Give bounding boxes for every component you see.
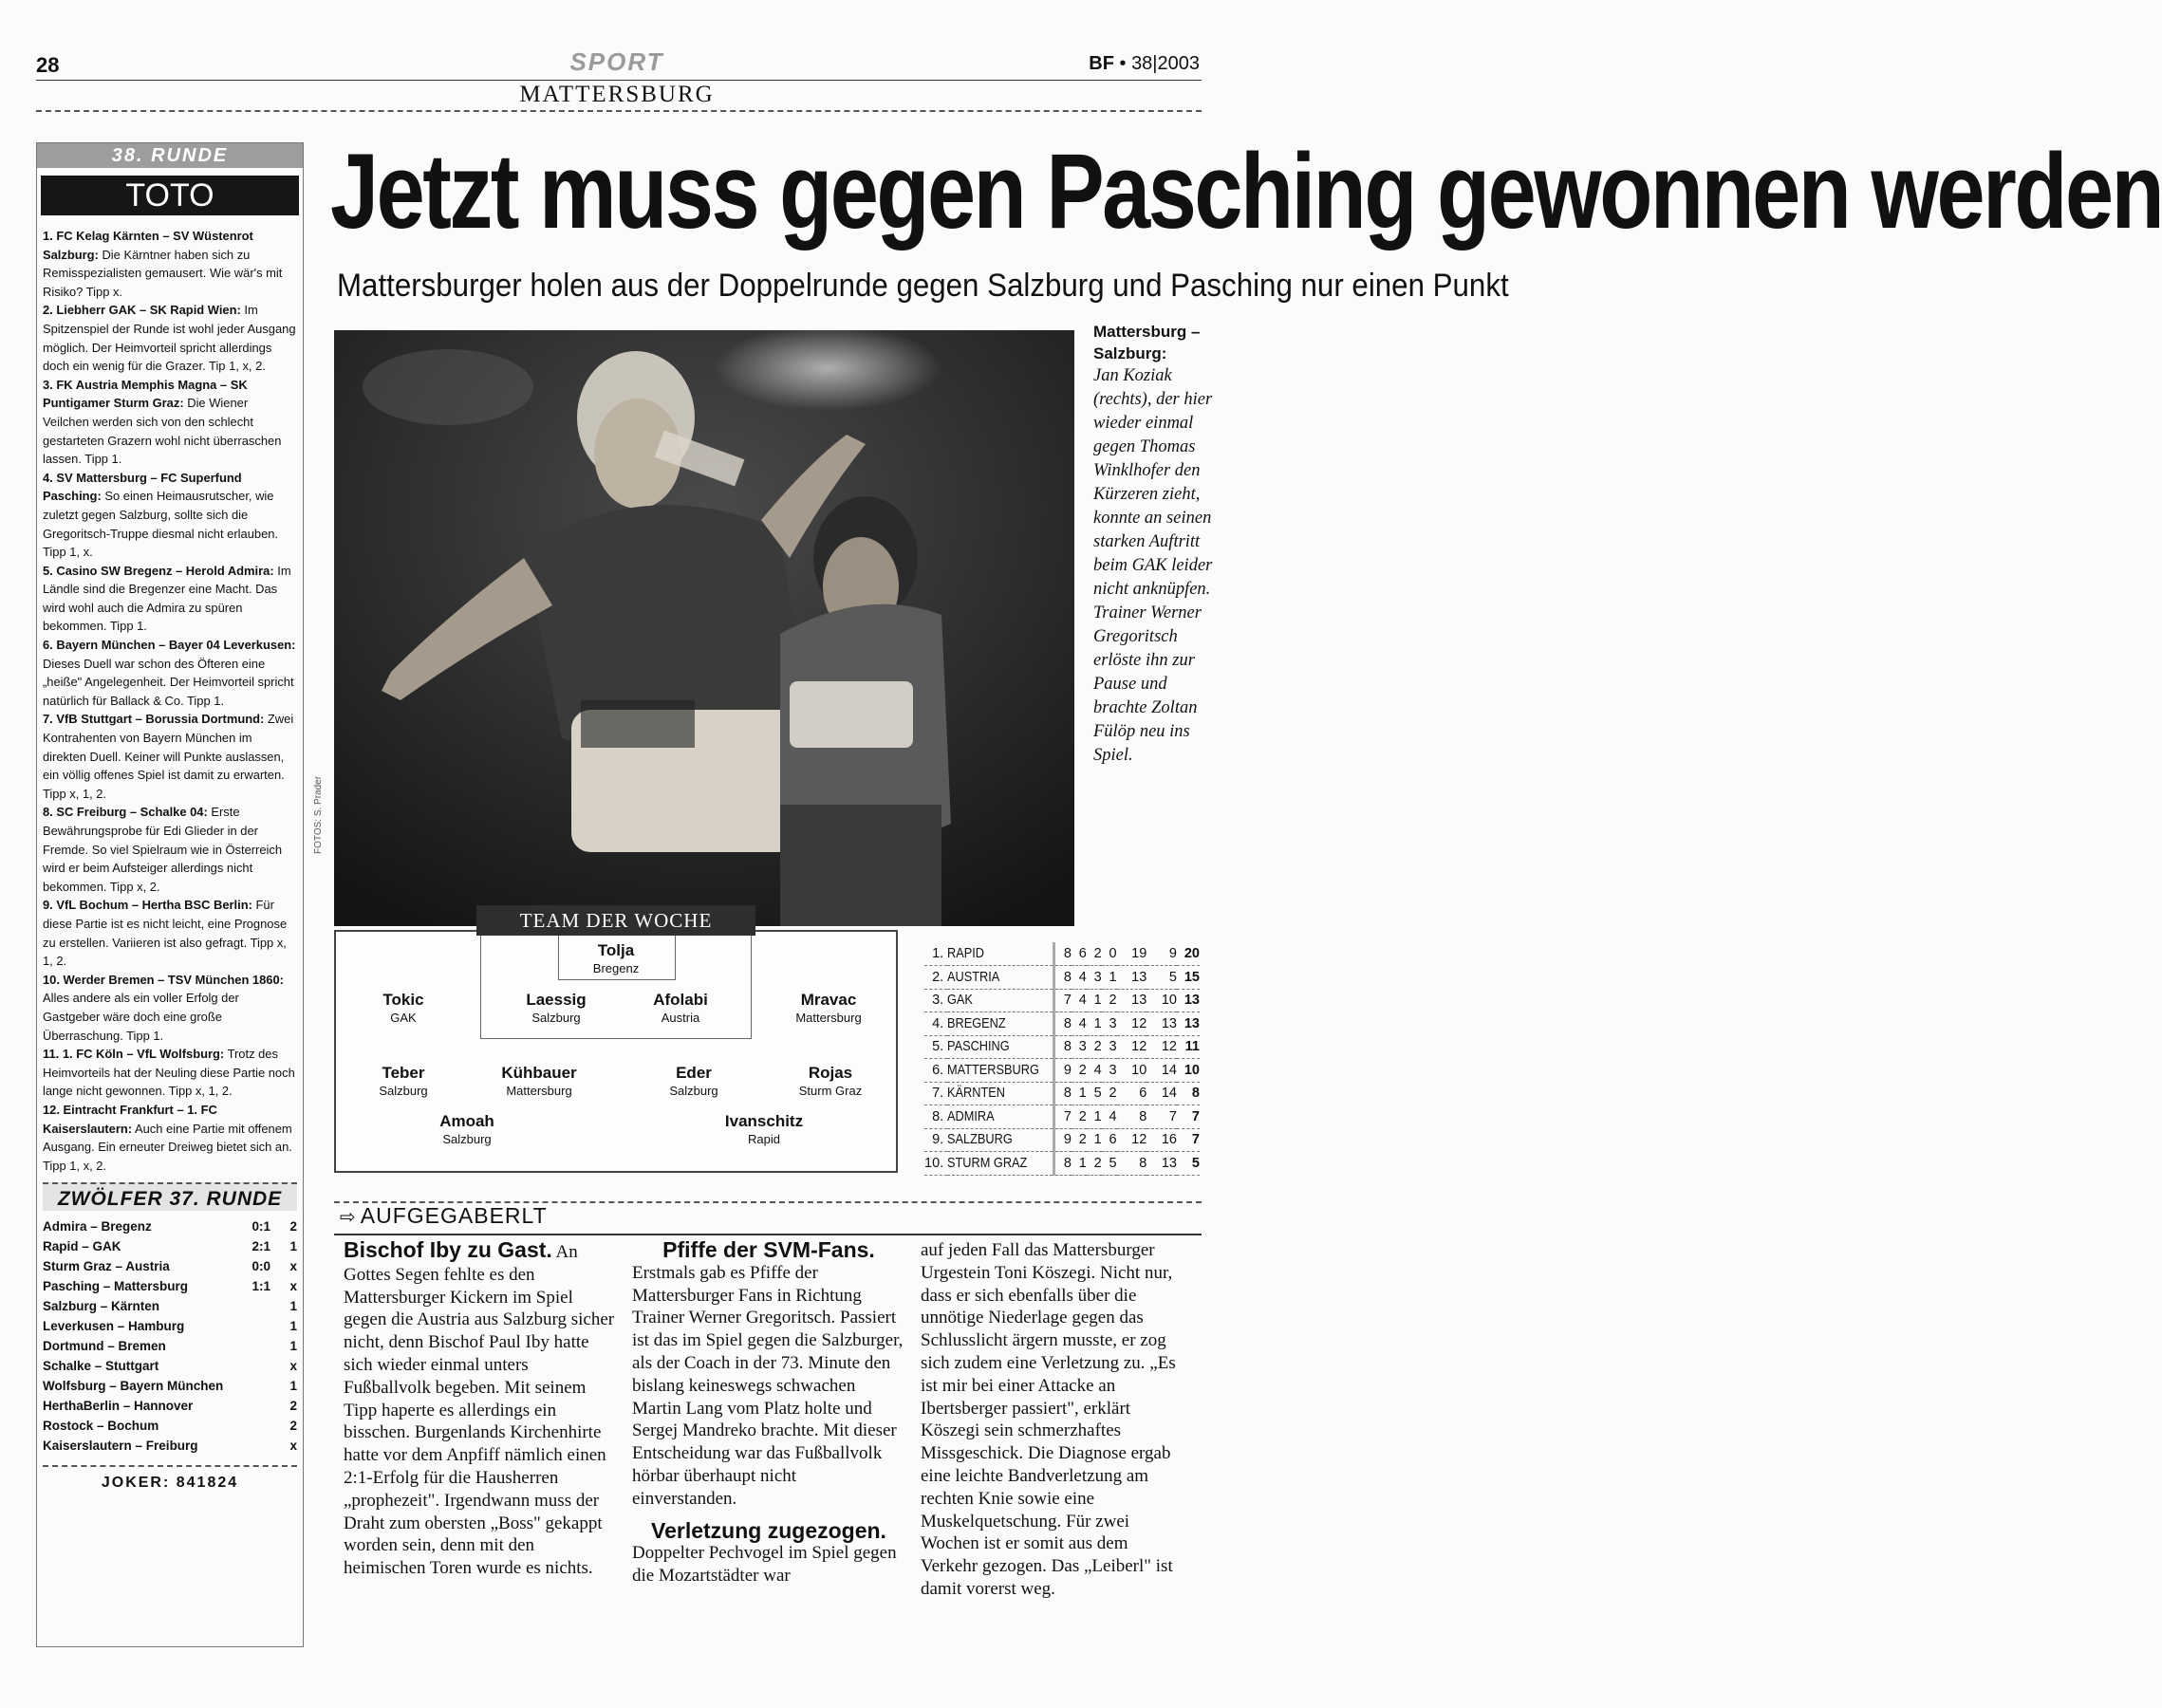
column-2-head-2: Verletzung zugezogen. xyxy=(651,1517,886,1543)
standings-team: ADMIRA xyxy=(947,1105,1041,1129)
standings-pts: 13 xyxy=(1177,989,1200,1012)
player-name: Amoah xyxy=(439,1112,494,1130)
toto-item xyxy=(43,562,297,636)
toto-text: Die Kärntner haben sich zu Remisspezialisten gemausert. Wie wär's mit Risiko? Tipp x. xyxy=(43,247,283,299)
zw-result xyxy=(244,1376,282,1396)
player-club: Bregenz xyxy=(592,961,640,975)
toto-match: 8. SC Freiburg – Schalke 04: xyxy=(43,805,208,820)
zwoelfer-row xyxy=(43,1256,297,1276)
caption-text: Jan Koziak (rechts), der hier wieder einmal gegen Thomas Winklhofer den Kürzeren zieht, konnte an seinen starken Auftritt beim GAK leider nicht anknüpfen. Trainer Werner Gregoritsch erlöste ihn zur Pause und brachte Zoltan Fülöp neu ins Spiel. xyxy=(1093,366,1213,765)
standings-w: 4 xyxy=(1072,966,1087,990)
zw-match: Pasching – Mattersburg xyxy=(43,1279,189,1294)
player xyxy=(342,1064,465,1098)
standings-row xyxy=(924,989,1200,1012)
zwoelfer-table xyxy=(43,1216,297,1456)
toto-text: Im Spitzenspiel der Runde ist wohl jeder Ausgang möglich. Der Heimvorteil spricht allerdings doch ein wenig für die Grazer. Tip 1, x, 2. xyxy=(43,303,296,374)
standings-l: 3 xyxy=(1102,1012,1117,1036)
zw-tip: 1 xyxy=(289,1239,297,1254)
toto-item xyxy=(43,469,297,562)
standings-w: 2 xyxy=(1072,1105,1087,1129)
zw-match: Leverkusen – Hamburg xyxy=(43,1319,185,1334)
standings-team: KÄRNTEN xyxy=(947,1082,1041,1105)
zwoelfer-title: ZWÖLFER 37. RUNDE xyxy=(43,1182,297,1211)
standings-rank: 4. xyxy=(924,1012,947,1036)
standings-row xyxy=(924,1035,1200,1059)
standings-pts: 20 xyxy=(1177,942,1200,966)
standings-gf: 8 xyxy=(1117,1152,1147,1176)
zw-result xyxy=(244,1436,282,1456)
zw-result: 0:1 xyxy=(252,1219,270,1235)
standings-rank: 2. xyxy=(924,966,947,990)
player-name: Mravac xyxy=(800,991,857,1009)
runde-label: 38. RUNDE xyxy=(37,143,303,168)
zwoelfer-row xyxy=(43,1216,297,1236)
zw-match: Wolfsburg – Bayern München xyxy=(43,1379,224,1394)
standings-w: 4 xyxy=(1072,1012,1087,1036)
zw-match: Admira – Bregenz xyxy=(43,1219,152,1235)
standings-d: 4 xyxy=(1087,1059,1102,1083)
toto-item xyxy=(43,1101,297,1175)
zw-tip: x xyxy=(289,1259,297,1274)
column-2-body-2: Doppelter Pechvogel im Spiel gegen die Mozartstädter war xyxy=(632,1543,897,1587)
standings-l: 4 xyxy=(1102,1105,1117,1129)
toto-title: TOTO xyxy=(41,176,299,215)
standings-row xyxy=(924,1105,1200,1129)
zw-match: HerthaBerlin – Hannover xyxy=(43,1399,194,1414)
player-club: Salzburg xyxy=(669,1084,718,1098)
standings-ga: 10 xyxy=(1146,989,1177,1012)
standings-ga: 13 xyxy=(1146,1152,1177,1176)
zwoelfer-row xyxy=(43,1396,297,1416)
zw-result xyxy=(244,1396,282,1416)
standings-row xyxy=(924,966,1200,990)
standings-l: 3 xyxy=(1102,1035,1117,1059)
standings-pts: 7 xyxy=(1177,1128,1200,1152)
zw-match: Rostock – Bochum xyxy=(43,1419,159,1434)
player xyxy=(477,1064,601,1098)
standings-d: 2 xyxy=(1087,942,1102,966)
standings-rank: 8. xyxy=(924,1105,947,1129)
standings-ga: 14 xyxy=(1146,1082,1177,1105)
player-club: Rapid xyxy=(748,1132,780,1146)
column-1-body: An Gottes Segen fehlte es den Mattersburger Kickern im Spiel gegen die Austria aus Salzburg sicher nicht, denn Bischof Paul Iby hatte sich wieder einmal unters Fußballvolk begeben. Mit seinem Tipp haperte es allerdings ein bisschen. Burgenlands Kirchenhirte hatte vor dem Anpfiff nämlich einen 2:1-Erfolg für die Hausherren „prophezeit". Irgendwann muss der Draht zum obersten „Boss" gekappt worden sein, denn mit den heimischen Toren wurde es nichts. xyxy=(344,1242,615,1579)
zw-result: 1:1 xyxy=(252,1279,270,1294)
zwoelfer-row xyxy=(43,1416,297,1436)
standings-w: 1 xyxy=(1072,1082,1087,1105)
standings-gf: 12 xyxy=(1117,1035,1147,1059)
player xyxy=(494,991,618,1025)
player-club: Salzburg xyxy=(531,1011,581,1025)
zw-result xyxy=(244,1296,282,1316)
player-club: Sturm Graz xyxy=(798,1084,863,1098)
player-name: Afolabi xyxy=(653,991,708,1009)
toto-item xyxy=(43,803,297,896)
zw-result xyxy=(244,1336,282,1356)
column-2-head: Pfiffe der SVM-Fans. xyxy=(662,1237,875,1262)
toto-match: 10. Werder Bremen – TSV München 1860: xyxy=(43,972,284,987)
toto-match: 2. Liebherr GAK – SK Rapid Wien: xyxy=(43,303,241,318)
standings-team: BREGENZ xyxy=(947,1012,1041,1036)
zw-match: Sturm Graz – Austria xyxy=(43,1259,170,1274)
standings-d: 1 xyxy=(1087,1012,1102,1036)
standings-ga: 7 xyxy=(1146,1105,1177,1129)
zw-tip: 1 xyxy=(289,1299,297,1314)
standings-l: 2 xyxy=(1102,1082,1117,1105)
player-name: Kühbauer xyxy=(501,1064,577,1082)
zw-result xyxy=(244,1416,282,1436)
standings-ga: 9 xyxy=(1146,942,1177,966)
toto-text: Für diese Partie ist es nicht leicht, eine Prognose zu erstellen. Variieren ist also gefragt. Tipp x, 1, 2. xyxy=(43,898,288,969)
headline-wrap xyxy=(330,132,2162,256)
issue-number: 38|2003 xyxy=(1131,53,1200,74)
standings-team: PASCHING xyxy=(947,1035,1041,1059)
player-club: Salzburg xyxy=(379,1084,428,1098)
toto-match: 3. FK Austria Memphis Magna – SK Puntigamer Sturm Graz: xyxy=(43,377,248,411)
zwoelfer-row xyxy=(43,1356,297,1376)
standings-l: 6 xyxy=(1102,1128,1117,1152)
header-divider xyxy=(36,110,1202,112)
zw-tip: 1 xyxy=(289,1379,297,1394)
zw-match: Dortmund – Bremen xyxy=(43,1339,166,1354)
toto-text: Auch eine Partie mit offenem Ausgang. Ein erneuter Dreiweg bietet sich an. Tipp 1, x, 2. xyxy=(43,1121,292,1173)
standings-g: 7 xyxy=(1053,989,1072,1012)
zw-match: Rapid – GAK xyxy=(43,1239,121,1254)
player-club: Mattersburg xyxy=(795,1011,862,1025)
toto-item xyxy=(43,301,297,375)
player xyxy=(767,991,890,1025)
toto-text: Erste Bewährungsprobe für Edi Glieder in der Fremde. So viel Spielraum wie in Österreich wird er beim Aufsteiger allerdings nicht bekommen. Tipp x, 2. xyxy=(43,805,283,894)
toto-item xyxy=(43,636,297,710)
player xyxy=(342,991,465,1025)
toto-text: Zwei Kontrahenten von Bayern München im direkten Duell. Keiner will Punkte auslassen, ein völlig offenes Spiel ist damit zu erwarten. Tipp x, 1, 2. xyxy=(43,712,294,801)
toto-text: Trotz des Heimvorteils hat der Neuling diese Partie noch lange nicht gewonnen. Tipp x, 1, 2. xyxy=(43,1047,295,1099)
toto-text: Dieses Duell war schon des Öfteren eine „heiße" Angelegenheit. Der Heimvorteil spricht natürlich für Ballack & Co. Tipp 1. xyxy=(43,656,294,708)
zwoelfer-row xyxy=(43,1236,297,1256)
zwoelfer-row xyxy=(43,1276,297,1296)
zw-match: Salzburg – Kärnten xyxy=(43,1299,160,1314)
standings-rank: 5. xyxy=(924,1035,947,1059)
toto-text: So einen Heimausrutscher, wie zuletzt gegen Salzburg, sollte sich die Gregoritsch-Truppe diesmal nicht erlauben. Tipp 1, x. xyxy=(43,489,279,560)
standings-rank: 10. xyxy=(924,1152,947,1176)
zw-tip: 2 xyxy=(289,1219,297,1235)
section-title: SPORT xyxy=(569,47,664,76)
standings-rank: 7. xyxy=(924,1082,947,1105)
standings-l: 0 xyxy=(1102,942,1117,966)
zwoelfer-row xyxy=(43,1296,297,1316)
zw-result: 2:1 xyxy=(252,1239,270,1254)
standings-pts: 7 xyxy=(1177,1105,1200,1129)
standings-ga: 16 xyxy=(1146,1128,1177,1152)
standings-d: 2 xyxy=(1087,1152,1102,1176)
standings-rank: 9. xyxy=(924,1128,947,1152)
standings-gf: 8 xyxy=(1117,1105,1147,1129)
standings-team: SALZBURG xyxy=(947,1128,1041,1152)
standings-d: 5 xyxy=(1087,1082,1102,1105)
player xyxy=(769,1064,892,1098)
column-2-body: Erstmals gab es Pfiffe der Mattersburger Fans in Richtung Trainer Werner Gregoritsch. Passiert ist das im Spiel gegen die Salzburger, als der Coach in der 73. Minute den bislang keineswegs schwachen Martin Lang vom Platz holte und Sergej Mandreko brachte. Mit dieser Entscheidung war das Fußballvolk hörbar überhaupt nicht einverstanden. xyxy=(632,1262,904,1509)
player xyxy=(702,1112,826,1146)
standings-ga: 5 xyxy=(1146,966,1177,990)
standings-pts: 13 xyxy=(1177,1012,1200,1036)
standings-pts: 15 xyxy=(1177,966,1200,990)
toto-item xyxy=(43,896,297,970)
standings-w: 2 xyxy=(1072,1059,1087,1083)
zwoelfer-row xyxy=(43,1436,297,1456)
column-2 xyxy=(632,1239,905,1587)
caption-head: Mattersburg – Salzburg: xyxy=(1093,323,1201,362)
standings-w: 6 xyxy=(1072,942,1087,966)
page-number: 28 xyxy=(36,53,60,77)
player-club: Salzburg xyxy=(442,1132,492,1146)
standings-g: 7 xyxy=(1053,1105,1072,1129)
toto-match: 12. Eintracht Frankfurt – 1. FC Kaiserslautern: xyxy=(43,1102,217,1136)
match-photo xyxy=(334,330,1074,926)
team-title: TEAM DER WOCHE xyxy=(476,905,755,936)
standings-g: 8 xyxy=(1053,966,1072,990)
standings-row xyxy=(924,942,1200,966)
standings-team: AUSTRIA xyxy=(947,966,1041,990)
zw-result xyxy=(244,1316,282,1336)
standings-l: 1 xyxy=(1102,966,1117,990)
toto-item xyxy=(43,971,297,1045)
standings-w: 2 xyxy=(1072,1128,1087,1152)
toto-match: 6. Bayern München – Bayer 04 Leverkusen: xyxy=(43,638,296,653)
standings-rank: 3. xyxy=(924,989,947,1012)
toto-text: Die Wiener Veilchen werden sich von den schlecht gestarteten Grazern wohl nicht überraschen lassen. Tipp 1. xyxy=(43,396,282,467)
zw-tip: 1 xyxy=(289,1339,297,1354)
toto-match: 7. VfB Stuttgart – Borussia Dortmund: xyxy=(43,712,265,727)
player-club: Austria xyxy=(661,1011,700,1025)
zw-tip: x xyxy=(289,1279,297,1294)
player xyxy=(632,1064,755,1098)
standings-gf: 13 xyxy=(1117,966,1147,990)
player xyxy=(405,1112,529,1146)
standings-l: 3 xyxy=(1102,1059,1117,1083)
standings-row xyxy=(924,1059,1200,1083)
standings-d: 1 xyxy=(1087,1105,1102,1129)
standings-l: 2 xyxy=(1102,989,1117,1012)
toto-match: 1. FC Kelag Kärnten – SV Wüstenrot Salzburg: xyxy=(43,229,253,262)
standings-g: 9 xyxy=(1053,1128,1072,1152)
photo-credit: FOTOS: S. Prader xyxy=(313,775,324,854)
player-name: Tokic xyxy=(382,991,424,1009)
standings-pts: 11 xyxy=(1177,1035,1200,1059)
standings-gf: 19 xyxy=(1117,942,1147,966)
column-1 xyxy=(344,1239,617,1580)
standings-row xyxy=(924,1128,1200,1152)
column-3-body: auf jeden Fall das Mattersburger Urgestein Toni Köszegi. Nicht nur, dass er sich ebenfalls über die unnötige Niederlage gegen das Schlusslicht ärgern musste, er zog sich zudem eine Verletzung zu. „Es ist mir bei einer Attacke an Ibertsberger passiert", erklärt Köszegi sein schmerzhaftes Missgeschick. Die Diagnose ergab eine leichte Bandverletzung am rechten Knie sowie eine Muskelquetschung. Für zwei Wochen ist er somit aus dem Verkehr gezogen. Das „Leiberl" ist damit vorerst weg. xyxy=(921,1240,1176,1599)
aufgegaberlt-label xyxy=(340,1203,548,1229)
standings-rank: 1. xyxy=(924,942,947,966)
zw-tip: 1 xyxy=(289,1319,297,1334)
toto-match: 4. SV Mattersburg – FC Superfund Pasching: xyxy=(43,470,242,504)
zw-match: Schalke – Stuttgart xyxy=(43,1359,159,1374)
toto-text: Im Ländle sind die Bregenzer eine Macht. Das wird wohl auch die Admira zu spüren bekommen. Tipp 1. xyxy=(43,563,291,634)
issue-info: BF • 38|2003 xyxy=(1089,53,1200,74)
toto-list xyxy=(43,227,297,1175)
standings-pts: 8 xyxy=(1177,1082,1200,1105)
zw-result: 0:0 xyxy=(252,1259,270,1274)
standings-pts: 5 xyxy=(1177,1152,1200,1176)
toto-item xyxy=(43,376,297,469)
zw-tip: x xyxy=(289,1359,297,1374)
zw-tip: x xyxy=(289,1439,297,1454)
standings-team: GAK xyxy=(947,989,1041,1012)
headline: Jetzt muss gegen Pasching gewonnen werden xyxy=(330,132,2162,251)
zwoelfer-row xyxy=(43,1316,297,1336)
toto-match: 9. VfL Bochum – Hertha BSC Berlin: xyxy=(43,898,252,913)
standings-l: 5 xyxy=(1102,1152,1117,1176)
standings-d: 1 xyxy=(1087,989,1102,1012)
column-1-head: Bischof Iby zu Gast. xyxy=(344,1237,552,1262)
standings-gf: 12 xyxy=(1117,1012,1147,1036)
player-name: Eder xyxy=(676,1064,712,1082)
standings-ga: 14 xyxy=(1146,1059,1177,1083)
column-3 xyxy=(921,1239,1179,1601)
standings-team: STURM GRAZ xyxy=(947,1152,1041,1176)
subheadline-wrap xyxy=(337,268,1509,309)
zw-tip: 2 xyxy=(289,1419,297,1434)
zw-tip: 2 xyxy=(289,1399,297,1414)
player-name: Teber xyxy=(382,1064,425,1082)
standings-d: 1 xyxy=(1087,1128,1102,1152)
toto-match: 5. Casino SW Bregenz – Herold Admira: xyxy=(43,563,274,578)
standings-team: RAPID xyxy=(947,942,1041,966)
standings-ga: 13 xyxy=(1146,1012,1177,1036)
standings-w: 4 xyxy=(1072,989,1087,1012)
standings-w: 1 xyxy=(1072,1152,1087,1176)
player-club: GAK xyxy=(390,1011,417,1025)
zw-result xyxy=(244,1356,282,1376)
player-goalkeeper xyxy=(554,941,678,975)
player-name: Laessig xyxy=(526,991,587,1009)
aufgegaberlt-bottom-rule xyxy=(334,1234,1202,1235)
standings-pts: 10 xyxy=(1177,1059,1200,1083)
standings-g: 8 xyxy=(1053,1152,1072,1176)
standings-row xyxy=(924,1012,1200,1036)
standings-d: 2 xyxy=(1087,1035,1102,1059)
toto-match: 11. 1. FC Köln – VfL Wolfsburg: xyxy=(43,1047,225,1062)
toto-item xyxy=(43,227,297,301)
standings-gf: 13 xyxy=(1117,989,1147,1012)
subheadline: Mattersburger holen aus der Doppelrunde gegen Salzburg und Pasching nur einen Punkt xyxy=(337,268,1509,304)
publication-name: BF xyxy=(1089,53,1114,74)
player-name: Rojas xyxy=(808,1064,853,1082)
player-name: Tolja xyxy=(597,941,635,959)
standings-w: 3 xyxy=(1072,1035,1087,1059)
zwoelfer-row xyxy=(43,1376,297,1396)
toto-item xyxy=(43,1045,297,1101)
city-label: MATTERSBURG xyxy=(519,82,715,107)
zw-match: Kaiserslautern – Freiburg xyxy=(43,1439,198,1454)
standings-g: 8 xyxy=(1053,1012,1072,1036)
toto-text: Alles andere als ein voller Erfolg der Gastgeber wäre doch eine große Überraschung. Tipp 1. xyxy=(43,991,239,1043)
league-table xyxy=(924,942,1200,1176)
top-rule xyxy=(36,80,1202,81)
aufgegaberlt-title: AUFGEGABERLT xyxy=(360,1203,548,1228)
joker-number: JOKER: 841824 xyxy=(43,1465,297,1492)
standings-ga: 12 xyxy=(1146,1035,1177,1059)
player xyxy=(619,991,742,1025)
toto-item xyxy=(43,710,297,803)
standings-g: 8 xyxy=(1053,942,1072,966)
arrow-right-icon: ⇨ xyxy=(340,1207,357,1228)
standings-gf: 12 xyxy=(1117,1128,1147,1152)
standings-row xyxy=(924,1082,1200,1105)
standings-d: 3 xyxy=(1087,966,1102,990)
player-name: Ivanschitz xyxy=(724,1112,804,1130)
standings-g: 9 xyxy=(1053,1059,1072,1083)
standings-gf: 10 xyxy=(1117,1059,1147,1083)
standings-gf: 6 xyxy=(1117,1082,1147,1105)
photo-caption xyxy=(1093,321,1213,768)
standings-team: MATTERSBURG xyxy=(947,1059,1041,1083)
standings-g: 8 xyxy=(1053,1082,1072,1105)
standings-rank: 6. xyxy=(924,1059,947,1083)
match-photo-image xyxy=(334,330,1074,926)
standings-row xyxy=(924,1152,1200,1176)
toto-sidebar xyxy=(36,142,304,1647)
player-club: Mattersburg xyxy=(506,1084,572,1098)
standings-g: 8 xyxy=(1053,1035,1072,1059)
zwoelfer-row xyxy=(43,1336,297,1356)
